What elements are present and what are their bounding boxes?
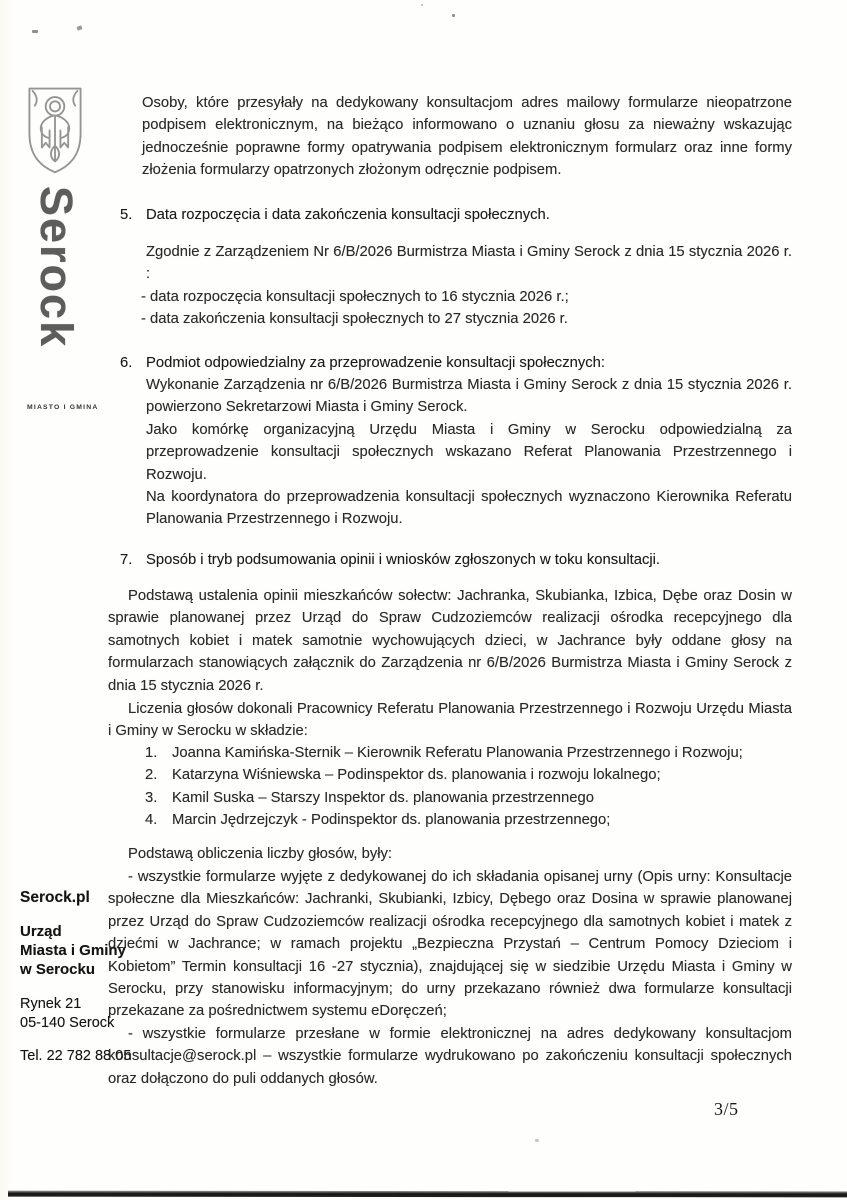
office-line-2: Miasta i Gminy: [20, 942, 126, 959]
committee-member-number: 3.: [145, 789, 158, 806]
intro-paragraph: Osoby, które przesyłały na dedykowany konsultacjom adres mailowy formularze nieopatrzone podpisem elektronicznym, na bieżąco informowano o uznaniu głosu za nieważny wskazując jednocześnie poprawne formy opatrywania podpisem elektronicznym formularz oraz inne formy złożenia formularzy opatrzonych złożonym odręcznie podpisem.: [142, 95, 792, 179]
page-number: 3/5: [714, 1099, 739, 1119]
committee-member-row: [145, 787, 792, 809]
committee-member-row: [145, 764, 792, 786]
scan-speck: [452, 14, 455, 17]
committee-member-name: Katarzyna Wiśniewska – Podinspektor ds. planowania i rozwoju lokalnego;: [172, 767, 661, 784]
address-line-2: 05-140 Serock: [20, 1014, 115, 1031]
address-line-1: Rynek 21: [20, 996, 82, 1012]
committee-list: [145, 742, 792, 832]
section-7-bullet-urn: - wszystkie formularze wyjęte z dedykowanej do ich składania opisanej urny (Opis urny: Konsultacje społeczne dla Mieszkańców: Jachranki, Skubianki, Izbicy, Dębego oraz Dosina w sprawie planowanej przez Urząd do Spraw Cudzoziemców realizacji ośrodka recepcyjnego dla samotnych kobiet i matek z dziećmi w Jachrance; w ramach projektu „Bezpieczna Przystań – Centrum Pomocy Dzieciom i Kobietom” Termin konsultacji 16 -27 stycznia), znajdującej się w siedzibie Urzędu Miasta i Gminy w Serocku, przy stanowisku informacyjnym; do urny przekazano również dwa formularze konsultacji przekazane za pośrednictwem systemu eDoręczeń;: [108, 869, 792, 1020]
section-6-heading: [120, 352, 792, 374]
scan-edge-artifact: [8, 1191, 847, 1198]
committee-member-number: 2.: [145, 767, 158, 784]
sidebar-website: Serock.pl: [20, 889, 90, 906]
section-7-bullet-email: - wszystkie formularze przesłane w formie elektronicznej na adres dedykowany konsultacjom konsultacje@serock.pl – wszystkie formularze wydrukowano po zakończeniu konsultacji społecznych oraz dołączono do puli oddanych głosów.: [108, 1026, 792, 1087]
committee-member-number: 4.: [145, 812, 158, 829]
section-7-title: Sposób i tryb podsumowania opinii i wniosków zgłoszonych w toku konsultacji.: [146, 552, 661, 568]
sidebar-phone: Tel. 22 782 88 05: [20, 1048, 132, 1064]
section-7-paragraph-1: Podstawą ustalenia opinii mieszkańców sołectw: Jachranka, Skubianka, Izbica, Dębe oraz Dosin w sprawie planowanej przez Urząd do Spraw Cudzoziemców realizacji ośrodka recepcyjnego dla samotnych kobiet i matek samotnie wychowujących dzieci, w Jachrance były oddane głosy na formularzach stanowiących załącznik do Zarządzenia nr 6/B/2026 Burmistrza Miasta i Gminy Serock z dnia 15 stycznia 2026 r.: [108, 588, 792, 694]
committee-member-row: [145, 809, 792, 831]
committee-member-row: [145, 742, 792, 764]
committee-member-name: Marcin Jędrzejczyk - Podinspektor ds. planowania przestrzennego;: [172, 812, 611, 829]
office-line-1: Urząd: [20, 923, 62, 940]
section-5-heading: [120, 204, 792, 226]
brand-vertical-serock: Serock: [31, 186, 82, 349]
committee-member-number: 1.: [145, 745, 158, 761]
office-line-3: w Serocku: [20, 961, 96, 978]
section-7-heading: [120, 549, 792, 571]
section-6-paragraph-3: Na koordynatora do przeprowadzenia konsultacji społecznych wyznaczono Kierownika Referatu Planowania Przestrzennego i Rozwoju.: [146, 489, 792, 528]
section-5-title: Data rozpoczęcia i data zakończenia konsultacji społecznych.: [146, 207, 550, 223]
scan-speck: [76, 25, 82, 30]
section-6-title: Podmiot odpowiedzialny za przeprowadzenie konsultacji społecznych:: [146, 355, 605, 371]
section-5-end-date-item: - data zakończenia konsultacji społecznych to 27 stycznia 2026 r.: [141, 311, 568, 327]
brand-tagline: MIASTO I GMINA: [27, 404, 99, 411]
serock-coat-of-arms-icon: [24, 74, 86, 186]
section-7-paragraph-3: Podstawą obliczenia liczby głosów, były:: [128, 846, 393, 862]
committee-member-name: Joanna Kamińska-Sternik – Kierownik Referatu Planowania Przestrzennego i Rozwoju;: [172, 745, 743, 761]
sidebar-address: [20, 995, 114, 1032]
committee-member-name: Kamil Suska – Starszy Inspektor ds. planowania przestrzennego: [172, 789, 594, 806]
scan-speck: [32, 30, 38, 33]
section-6-body: [146, 374, 792, 531]
section-6-paragraph-1: Wykonanie Zarządzenia nr 6/B/2026 Burmistrza Miasta i Gminy Serock z dnia 15 stycznia 2026 r. powierzono Sekretarzowi Miasta i Gminy Serock.: [146, 377, 792, 416]
section-6-paragraph-2: Jako komórkę organizacyjną Urzędu Miasta i Gminy w Serocku odpowiedzialną za przeprowadzenie konsultacji społecznych wskazano Referat Planowania Przestrzennego i Rozwoju.: [146, 421, 792, 483]
section-7-number: 7.: [120, 552, 133, 568]
section-5-number: 5.: [120, 207, 133, 223]
section-5-start-date-item: - data rozpoczęcia konsultacji społecznych to 16 stycznia 2026 r.;: [141, 289, 569, 305]
section-6-number: 6.: [120, 355, 133, 371]
section-5-paragraph: Zgodnie z Zarządzeniem Nr 6/B/2026 Burmistrza Miasta i Gminy Serock z dnia 15 stycznia 2026 r. :: [146, 244, 792, 283]
scan-speck: [535, 1139, 539, 1142]
scan-speck: [421, 4, 423, 6]
section-7-paragraph-2: Liczenia głosów dokonali Pracownicy Referatu Planowania Przestrzennego i Rozwoju Urzędu Miasta i Gminy w Serocku w składzie:: [108, 701, 792, 740]
